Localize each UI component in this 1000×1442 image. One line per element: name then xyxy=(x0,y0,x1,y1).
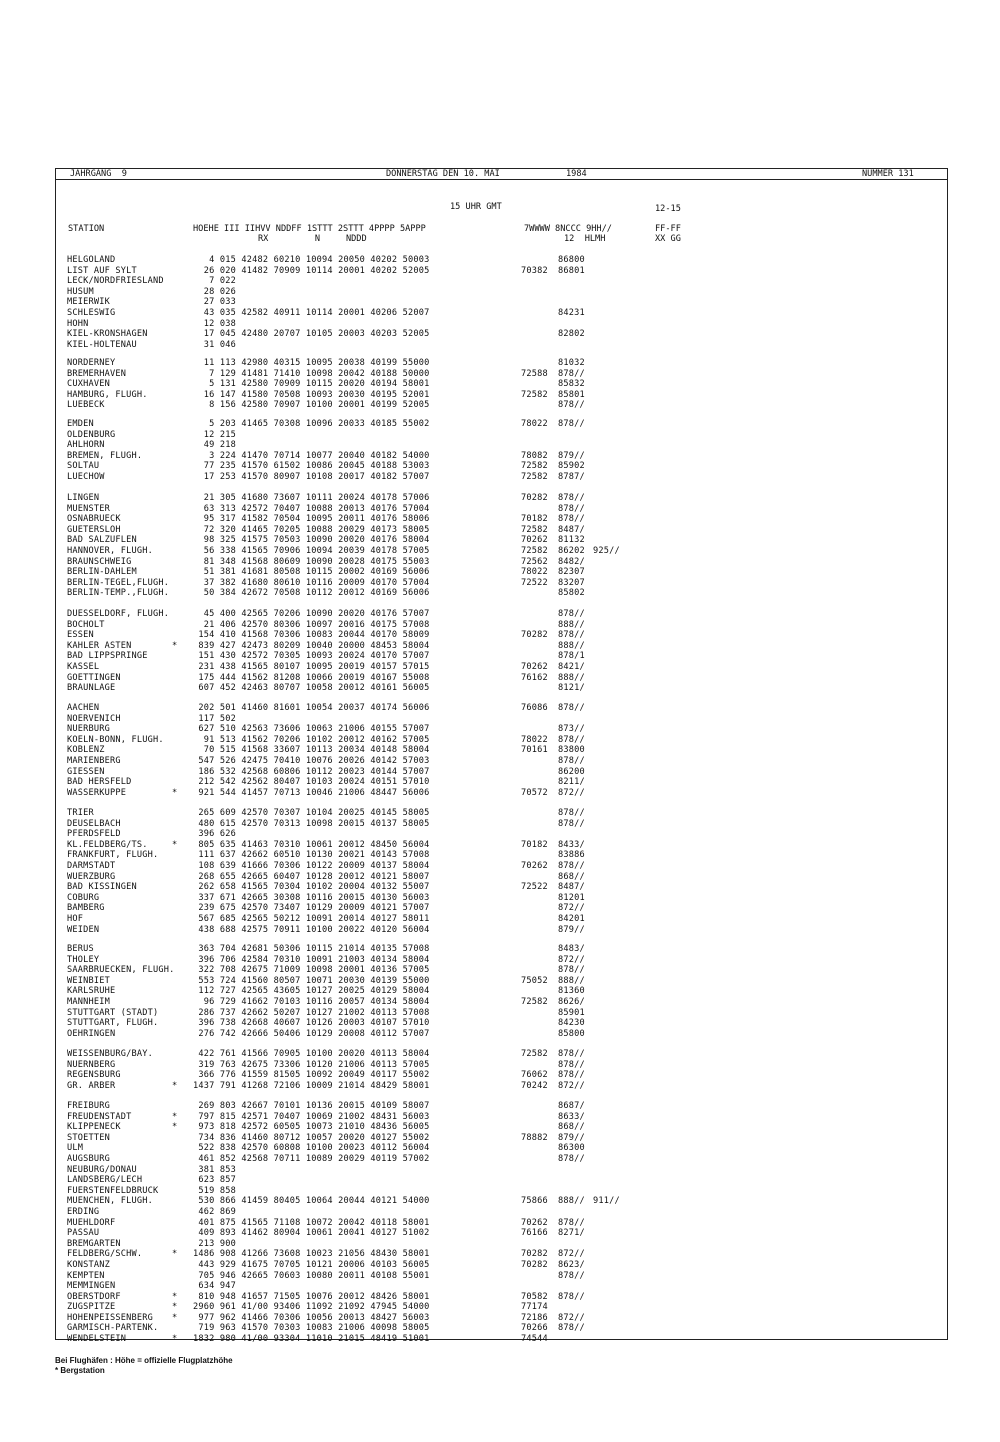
station-names: LINGEN MUENSTER OSNABRUECK GUETERSLOH BAD SALZUFLEN HANNOVER, FLUGH. BRAUNSCHWEIG BERLIN-DAHLEM BERLIN-TEGEL,FLUGH. BERLIN-TEMP.,FLUGH. xyxy=(67,493,170,599)
synop-groups: 422 761 41566 70905 10100 20020 40113 58004 319 763 42675 73306 10120 21006 40113 57005 366 776 41559 81505 10092 20049 40117 55002 1437 791 41268 72106 10009 21014 48429 58001 xyxy=(193,1049,430,1091)
wind-gust-header: FF-FF xyxy=(655,224,681,234)
weather-groups: 70382 xyxy=(521,265,548,276)
weather-groups: 72582 76062 70242 xyxy=(521,1049,548,1091)
mountain-station-marks: * xyxy=(172,839,178,850)
weather-column-headers: 7WWWW 8NCCC 9HH// xyxy=(524,224,612,234)
mountain-station-marks: * xyxy=(172,640,178,651)
cloud-groups: 878// 888// 878// 888// 878/1 8421/ 888// 8121/ xyxy=(558,609,585,694)
wind-gust-subheader: XX GG xyxy=(655,234,681,244)
station-names: EMDEN OLDENBURG AHLHORN BREMEN, FLUGH. SOLTAU LUECHOW xyxy=(67,419,143,482)
mountain-station-marks: * xyxy=(172,1080,178,1091)
weather-groups: 78022 78082 72582 72582 xyxy=(521,419,548,482)
cloud-groups: 81032 878// 85832 85801 878// xyxy=(558,358,585,411)
station-names: HELGOLAND LIST AUF SYLT LECK/NORDFRIESLAND HUSUM MEIERWIK SCHLESWIG HOHN KIEL-KRONSHAGEN KIEL-HOLTENAU xyxy=(67,255,164,350)
date-label: DONNERSTAG DEN 10. MAI xyxy=(386,169,500,179)
synop-groups: 4 015 42482 60210 10094 20050 40202 50003 26 020 41482 70909 10114 20001 40202 52005 7 022 28 026 27 033 43 035 42582 40911 10114 20001 40206 52007 12 038 17 045 42480 20707 10105 20003 40203 52005 31 046 xyxy=(203,255,430,350)
station-names: DUESSELDORF, FLUGH. BOCHOLT ESSEN KAHLER ASTEN BAD LIPPSPRINGE KASSEL GOETTINGEN BRAUNLAGE xyxy=(67,609,170,694)
mountain-station-marks: * * * * * * * xyxy=(172,1111,178,1345)
weather-groups: 70182 70262 72522 xyxy=(521,839,548,893)
year-label: 1984 xyxy=(566,169,587,179)
synop-groups: 363 704 42681 50306 10115 21014 40135 57008 396 706 42584 70310 10091 21003 40134 58004 322 708 42675 71009 10098 20001 40136 57005 553 724 41560 80507 10071 20030 40139 55000 112 727 42565 43605 10127 20025 40129 58004 96 729 41662 70103 10116 20057 40134 58004 286 737 42662 50207 10127 21002 40113 57008 396 738 42668 40607 10126 20003 40107 57010 276 742 42666 50406 10129 20008 40112 57007 xyxy=(198,944,430,1039)
synop-groups: 265 609 42570 70307 10104 20025 40145 58005 480 615 42570 70313 10098 20015 40137 58005 396 626 805 635 41463 70310 10061 20012 48450 56004 111 637 42662 60510 10130 20021 40143 57008 108 639 41666 70306 10122 20009 40137 58004 268 655 42665 60407 10128 20012 40121 58007 262 658 41565 70304 10102 20004 40132 55007 337 671 42665 30308 10116 20015 40130 56003 239 675 42570 73407 10129 20009 40121 57007 567 685 42565 50212 10091 20014 40127 58011 438 688 42575 70911 10100 20022 40120 56004 xyxy=(198,808,430,935)
header-divider xyxy=(55,179,948,180)
issue-number-label: NUMMER 131 xyxy=(862,169,914,179)
station-names: AACHEN NOERVENICH NUERBURG KOELN-BONN, FLUGH. KOBLENZ MARIENBERG GIESSEN BAD HERSFELD WASSERKUPPE xyxy=(67,703,164,798)
cloud-groups: 878// 878// 8433/ 83886 878// 868// 8487/ 81201 872// 84201 879// xyxy=(558,808,585,935)
synop-groups: 21 305 41680 73607 10111 20024 40178 57006 63 313 42572 70407 10088 20013 40176 57004 95 317 41582 70504 10095 20011 40176 58006 72 320 41465 70205 10088 20029 40173 58005 98 325 41575 70503 10090 20020 40176 58004 56 338 41565 70906 10094 20039 40178 57005 81 348 41568 80609 10090 20028 40175 55003 51 381 41681 80508 10115 20002 40169 56006 37 382 41680 80610 10116 20009 40170 57004 50 384 42672 70508 10112 20012 40169 56006 xyxy=(203,493,430,599)
station-names: TRIER DEUSELBACH PFERDSFELD KL.FELDBERG/TS. FRANKFURT, FLUGH. DARMSTADT WUERZBURG BAD KISSINGEN COBURG BAMBERG HOF WEIDEN xyxy=(67,808,159,935)
cloud-groups: 8483/ 872// 878// 888// 81360 8626/ 85901 84230 85800 xyxy=(558,944,585,1039)
weather-groups: 70282 70182 72582 70262 72582 72562 78022 72522 xyxy=(521,493,548,588)
time-range: 12-15 xyxy=(655,204,681,214)
synop-groups: 45 400 42565 70206 10090 20020 40176 57007 21 406 42570 80306 10097 20016 40175 57008 154 410 41568 70306 10083 20044 40170 58009 839 427 42473 80209 10040 20000 48453 58004 151 430 42572 70305 10093 20024 40170 57007 231 438 41565 80107 10095 20019 40157 57015 175 444 41562 81208 10066 20019 40167 55008 607 452 42463 80707 10058 20012 40161 56005 xyxy=(198,609,430,694)
footnote-airport-height: Bei Flughäfen : Höhe = offizielle Flugplatzhöhe xyxy=(55,1356,233,1365)
cloud-groups: 878// 878// 878// 8487/ 81132 86202 8482/ 82307 83207 85802 xyxy=(558,493,585,599)
weather-column-subheaders: 12 HLMH xyxy=(564,234,606,244)
data-column-subheaders: RX N NDDD xyxy=(258,234,367,244)
table-frame xyxy=(55,168,948,1340)
synop-groups: 269 803 42667 70101 10136 20015 40109 58007 797 815 42571 70407 10069 21002 48431 56003 973 818 42572 60505 10073 21010 48436 56005 734 836 41460 80712 10057 20020 40127 55002 522 838 42570 60808 10100 20023 40112 56004 461 852 42568 70711 10089 20029 40119 57002 381 853 623 857 519 858 530 866 41459 80405 10064 20044 40121 54000 462 869 401 875 41565 71108 10072 20042 40118 58001 409 893 41462 80904 10061 20041 40127 51002 213 900 1486 908 41266 73608 10023 21056 48430 58001 443 929 41675 70705 10121 20006 40103 56005 705 946 42665 70603 10080 20011 40108 55001 634 947 810 948 41657 71505 10076 20012 48426 58001 2960 961 41/00 93406 11092 21092 47945 54000 977 962 41466 70306 10056 20013 48427 56003 719 963 41570 70303 10083 21006 40098 58005 1832 980 41/00 93304 11010 21015 48419 51001 xyxy=(193,1101,430,1345)
mountain-station-marks: * xyxy=(172,787,178,798)
weather-groups: 78882 75866 70262 76166 70282 70282 70582 77174 72186 70266 74544 xyxy=(521,1132,548,1345)
cloud-groups: 8687/ 8633/ 868// 879// 86300 878// 888// 878// 8271/ 872// 8623/ 878// 878// 872// 878// xyxy=(558,1101,585,1334)
station-names: FREIBURG FREUDENSTADT KLIPPENECK STOETTEN ULM AUGSBURG NEUBURG/DONAU LANDSBERG/LECH FUERSTENFELDBRUCK MUENCHEN, FLUGH. ERDING MUEHLDORF PASSAU BREMGARTEN FELDBERG/SCHW. KONSTANZ KEMPTEN MEMMINGEN OBERSTDORF ZUGSPITZE HOHENPEISSENBERG GARMISCH-PARTENK. WENDELSTEIN xyxy=(67,1101,159,1345)
jahrgang-label: JAHRGANG 9 xyxy=(70,169,127,179)
cloud-groups: 86800 86801 84231 82802 xyxy=(558,255,585,340)
station-column-header: STATION xyxy=(68,224,105,234)
station-names: WEISSENBURG/BAY. NUERNBERG REGENSBURG GR. ARBER xyxy=(67,1049,153,1091)
extra-groups: 925// xyxy=(593,545,620,556)
data-column-headers: HOEHE III IIHVV NDDFF 1STTT 2STTT 4PPPP 5APPP xyxy=(193,224,426,234)
weather-groups: 76086 78022 70161 70572 xyxy=(521,703,548,798)
cloud-groups: 878// 879// 85902 8787/ xyxy=(558,419,585,482)
synop-groups: 5 203 41465 70308 10096 20033 40185 55002 12 215 49 218 3 224 41470 70714 10077 20040 40182 54000 77 235 41570 61502 10086 20045 40188 53003 17 253 41570 80907 10108 20017 40182 57007 xyxy=(203,419,430,482)
cloud-groups: 878// 878// 878// 872// xyxy=(558,1049,585,1091)
synop-groups: 202 501 41460 81601 10054 20037 40174 56006 117 502 627 510 42563 73606 10063 21006 40155 57007 91 513 41562 70206 10102 20012 40162 57005 70 515 41568 33607 10113 20034 40148 58004 547 526 42475 70410 10076 20026 40142 57003 186 532 42568 60806 10112 20023 40144 57007 212 542 42562 80407 10103 20024 40151 57010 921 544 41457 70713 10046 21006 48447 56006 xyxy=(198,703,430,798)
cloud-groups: 878// 873// 878// 83800 878// 86200 8211/ 872// xyxy=(558,703,585,798)
extra-groups: 911// xyxy=(593,1196,620,1207)
observation-time: 15 UHR GMT xyxy=(450,202,502,212)
footnote-mountain-station: * Bergstation xyxy=(55,1366,105,1375)
weather-groups: 72588 72582 xyxy=(521,368,548,400)
weather-groups: 75052 72582 xyxy=(521,975,548,1007)
weather-groups: 70282 70262 76162 xyxy=(521,630,548,683)
synop-groups: 11 113 42980 40315 10095 20038 40199 55000 7 129 41481 71410 10098 20042 40188 50000 5 131 42580 70909 10115 20020 40194 58001 16 147 41580 70508 10093 20030 40195 52001 8 156 42580 70907 10100 20001 40199 52005 xyxy=(203,358,430,411)
station-names: NORDERNEY BREMERHAVEN CUXHAVEN HAMBURG, FLUGH. LUEBECK xyxy=(67,358,148,411)
station-names: BERUS THOLEY SAARBRUECKEN, FLUGH. WEINBIET KARLSRUHE MANNHEIM STUTTGART (STADT) STUTTGART, FLUGH. OEHRINGEN xyxy=(67,944,175,1039)
